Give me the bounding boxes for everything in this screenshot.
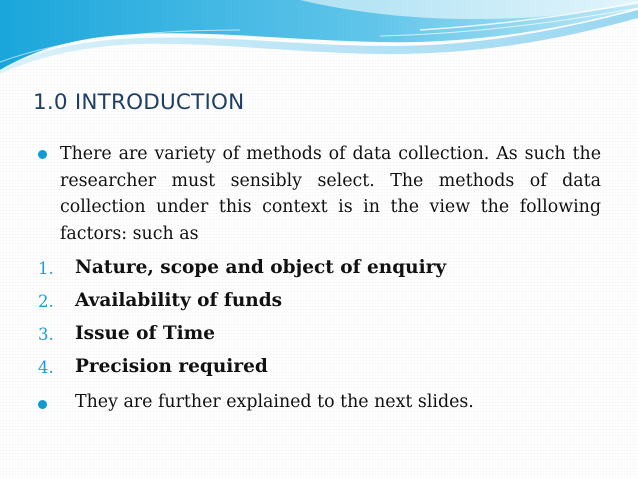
closing-bullet-text: They are further explained to the next slides. xyxy=(75,392,474,412)
factor-item: Precision required xyxy=(75,356,268,377)
intro-paragraph: There are variety of methods of data collection. As such the researcher must sensibly select. The methods of data collection under this context is in the view the following factors: such as xyxy=(60,144,601,244)
bullet-icon xyxy=(38,150,47,159)
factor-number: 1. xyxy=(38,259,54,278)
slide-title: 1.0 INTRODUCTION xyxy=(33,90,245,115)
factor-item: Issue of Time xyxy=(75,323,216,344)
factor-item: Nature, scope and object of enquiry xyxy=(75,257,447,278)
factor-number: 2. xyxy=(38,292,54,311)
factor-number: 4. xyxy=(38,358,54,377)
factor-number: 3. xyxy=(38,325,54,344)
bullet-icon xyxy=(38,400,47,409)
factor-item: Availability of funds xyxy=(75,290,283,311)
